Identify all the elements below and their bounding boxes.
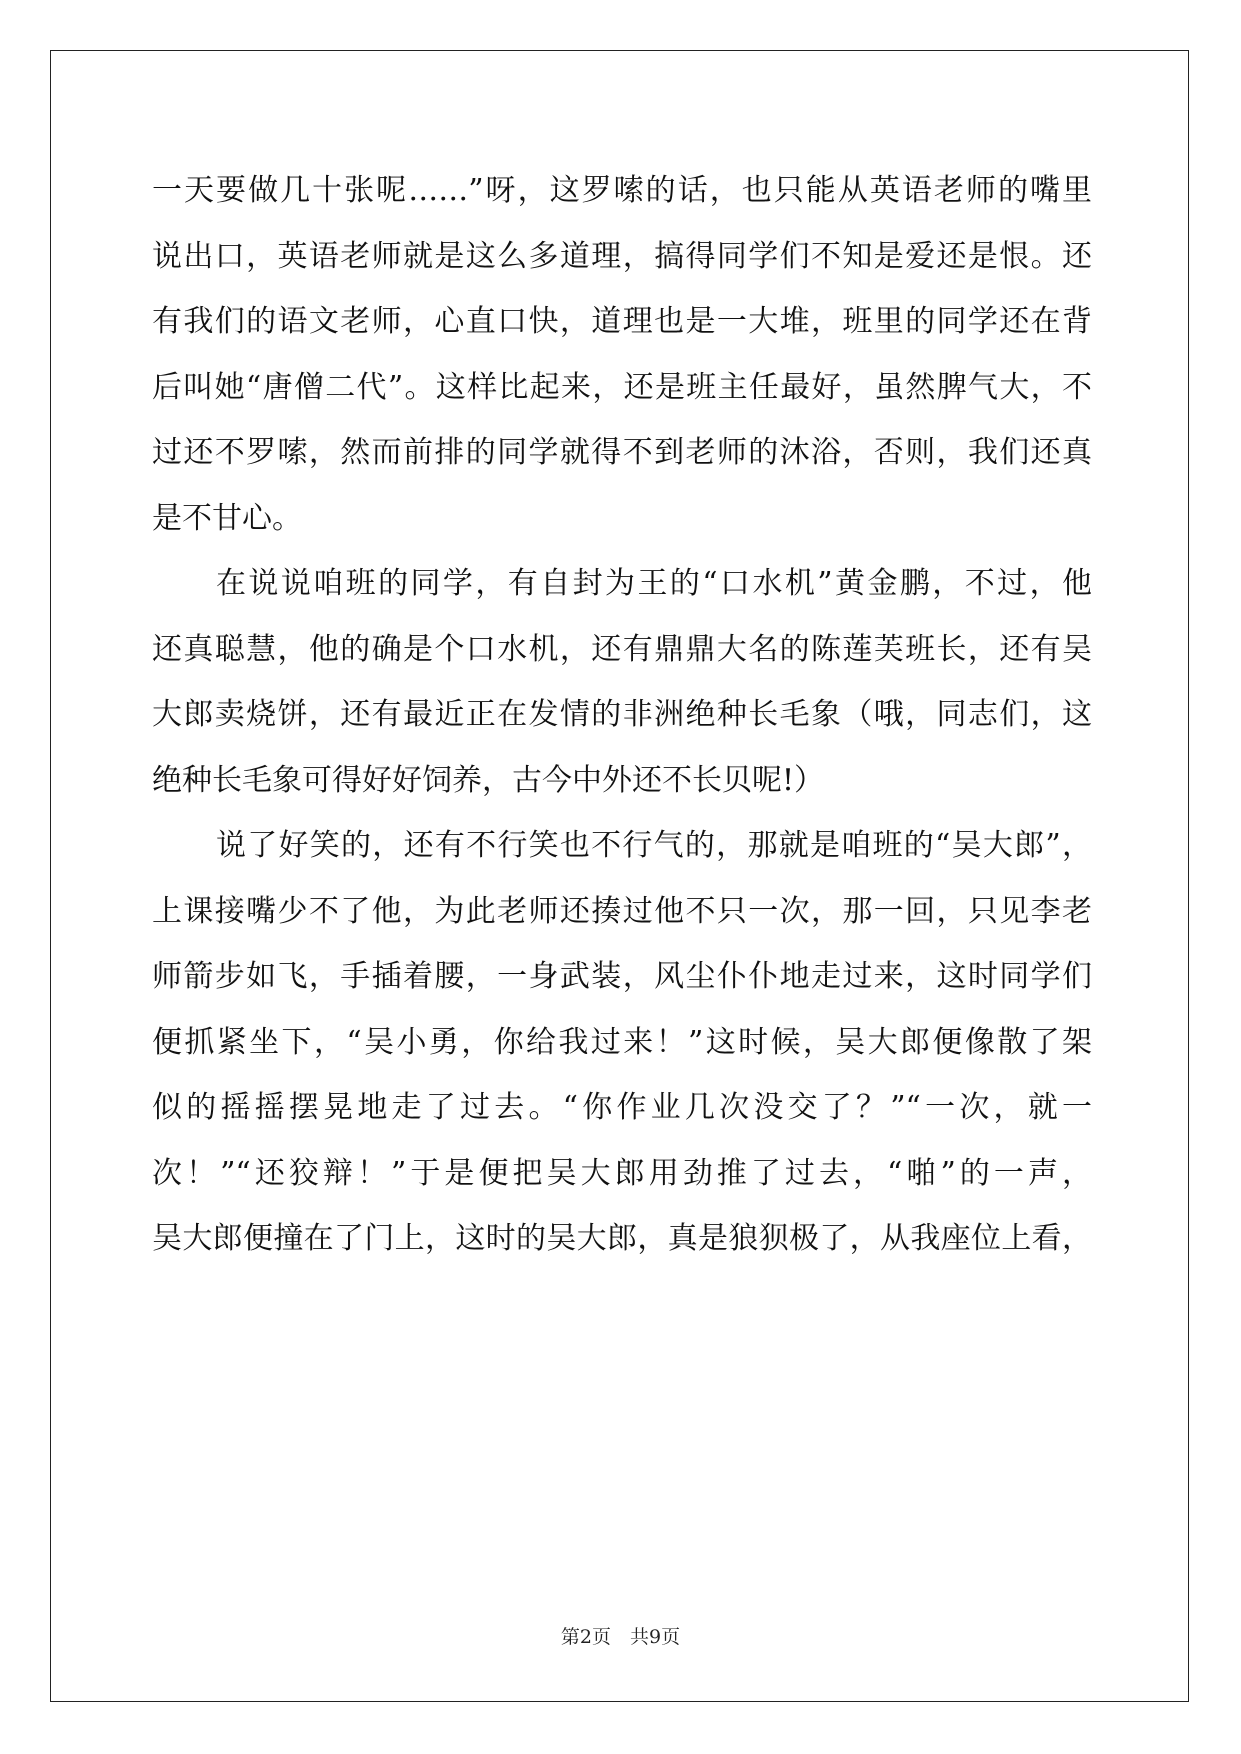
text-line: 说了好笑的，还有不行笑也不行气的，那就是咱班的“吴大郎”， [216, 828, 1092, 863]
text-line: 吴大郎便撞在了门上，这时的吴大郎，真是狼狈极了，从我座位上看， [152, 1221, 1092, 1256]
text-line: 师箭步如飞，手插着腰，一身武装，风尘仆仆地走过来，这时同学们 [152, 959, 1092, 994]
text-line: 上课接嘴少不了他，为此老师还揍过他不只一次，那一回，只见李老 [152, 893, 1092, 929]
document-body [152, 158, 1092, 1272]
text-line: 后叫她“唐僧二代”。这样比起来，还是班主任最好，虽然脾气大，不 [152, 369, 1092, 405]
text-line: 便抓紧坐下，“吴小勇，你给我过来！”这时候，吴大郎便像散了架 [152, 1024, 1092, 1060]
text-line: 次！”“还狡辩！”于是便把吴大郎用劲推了过去，“啪”的一声， [152, 1155, 1092, 1191]
text-line: 大郎卖烧饼，还有最近正在发情的非洲绝种长毛象（哦，同志们，这 [152, 697, 1092, 732]
text-line: 似的摇摇摆晃地走了过去。“你作业几次没交了？”“一次，就一 [152, 1090, 1092, 1125]
text-line: 说出口，英语老师就是这么多道理，搞得同学们不知是爱还是恨。还 [152, 238, 1092, 274]
text-line: 过还不罗嗦，然而前排的同学就得不到老师的沐浴，否则，我们还真 [152, 435, 1092, 470]
text-line: 还真聪慧，他的确是个口水机，还有鼎鼎大名的陈莲芙班长，还有吴 [152, 631, 1092, 667]
text-line: 有我们的语文老师，心直口快，道理也是一大堆，班里的同学还在背 [152, 304, 1092, 339]
text-line: 绝种长毛象可得好好饲养，古今中外还不长贝呢!） [152, 762, 825, 798]
text-line: 是不甘心。 [152, 500, 302, 536]
text-line: 在说说咱班的同学，有自封为王的“口水机”黄金鹏，不过，他 [216, 566, 1092, 601]
page-number-footer: 第2页 共9页 [560, 1626, 681, 1648]
text-line: 一天要做几十张呢……”呀，这罗嗦的话，也只能从英语老师的嘴里 [152, 173, 1092, 208]
